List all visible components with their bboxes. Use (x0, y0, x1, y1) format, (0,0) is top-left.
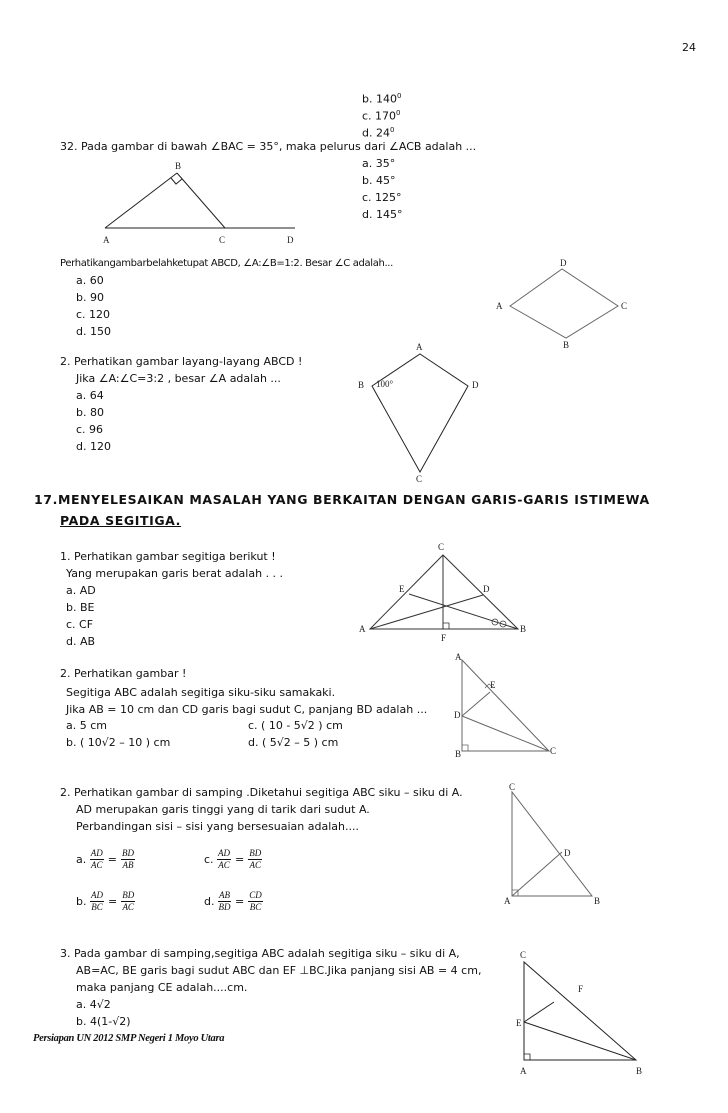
fraction: $\frac{CD}{BC}$ (249, 890, 262, 912)
q32-label-a: A (103, 235, 110, 245)
s3-line3: Perbandingan sisi – sisi yang bersesuaian adalah.... (76, 820, 359, 833)
kite-stem: 2. Perhatikan gambar layang-layang ABCD ! (60, 355, 303, 368)
fraction: $\frac{BD}{AC}$ (249, 848, 262, 870)
s1-choice-d: d. AB (66, 635, 96, 648)
rhombus-label-d: D (560, 258, 567, 268)
q32-choice-c: c. 125° (362, 191, 402, 204)
s3-label-a: A (504, 896, 511, 906)
kite-line2: Jika ∠A:∠C=3:2 , besar ∠A adalah ... (76, 372, 281, 385)
kite-figure (350, 340, 495, 485)
footer: Persiapan UN 2012 SMP Negeri 1 Moyo Utara (33, 1033, 225, 1044)
fraction: $\frac{BD}{AC}$ (122, 890, 135, 912)
s4-label-a: A (520, 1066, 527, 1076)
s3-choice-d: d. $\frac{AB}{BD}$ = $\frac{CD}{BC}$ (204, 890, 262, 912)
s4-choice-a: a. 4√2 (76, 998, 111, 1011)
fraction: $\frac{BD}{AB}$ (121, 848, 134, 870)
kite-choice-b: b. 80 (76, 406, 104, 419)
s1-label-e: E (399, 584, 405, 594)
s4-stem: 3. Pada gambar di samping,segitiga ABC adalah segitiga siku – siku di A, (60, 947, 460, 960)
s1-label-b: B (520, 624, 527, 634)
s3-label-c: C (509, 782, 516, 792)
s2-label-c: C (550, 746, 557, 756)
s3-line2: AD merupakan garis tinggi yang di tarik dari sudut A. (76, 803, 370, 816)
s4-choice-b: b. 4(1-√2) (76, 1015, 131, 1028)
kite-angle-label: 100° (376, 379, 394, 389)
rhombus-choice-c: c. 120 (76, 308, 111, 321)
s2-choice-b: b. ( 10√2 – 10 ) cm (66, 736, 171, 749)
s4-label-c: C (520, 950, 527, 960)
q32-label-c: C (219, 235, 226, 245)
kite-label-a: A (416, 342, 423, 352)
rhombus-label-c: C (621, 301, 628, 311)
s2-choice-d: d. ( 5√2 – 5 ) cm (248, 736, 339, 749)
s3-choice-a: a. $\frac{AD}{AC}$ = $\frac{BD}{AB}$ (76, 848, 134, 870)
rhombus-choice-b: b. 90 (76, 291, 104, 304)
s1-line2: Yang merupakan garis berat adalah . . . (66, 567, 284, 580)
s2-label-b: B (455, 749, 462, 759)
rhombus-label-a: A (496, 301, 503, 311)
fraction: $\frac{AD}{AC}$ (90, 848, 103, 870)
s2-choice-c: c. ( 10 - 5√2 ) cm (248, 719, 343, 732)
section-17-heading-2: PADA SEGITIGA. (60, 513, 182, 528)
fraction: $\frac{AD}{BC}$ (90, 890, 103, 912)
s4-triangle-figure (510, 942, 655, 1082)
s2-stem: 2. Perhatikan gambar ! (60, 667, 187, 680)
fraction: $\frac{AB}{BD}$ (218, 890, 231, 912)
s2-line2: Segitiga ABC adalah segitiga siku-siku samakaki. (66, 686, 336, 699)
s2-triangle-figure (450, 650, 560, 760)
s3-label-d: D (564, 848, 571, 858)
q32-choice-d: d. 145° (362, 208, 403, 221)
kite-choice-a: a. 64 (76, 389, 104, 402)
q32-choice-b: b. 45° (362, 174, 396, 187)
q31-choice-d: d. $24^0$ (362, 126, 395, 140)
page-number: 24 (682, 41, 696, 54)
s1-choice-c: c. CF (66, 618, 94, 631)
s4-label-e: E (516, 1018, 522, 1028)
rhombus-label-b: B (563, 340, 570, 350)
s1-label-f: F (441, 633, 447, 643)
kite-label-c: C (416, 474, 423, 484)
q31-choice-b: b. $140^0$ (362, 92, 402, 106)
kite-choice-c: c. 96 (76, 423, 104, 436)
s4-label-f: F (578, 984, 584, 994)
s3-stem: 2. Perhatikan gambar di samping .Diketahui segitiga ABC siku – siku di A. (60, 786, 463, 799)
fraction: $\frac{AD}{AC}$ (218, 848, 231, 870)
section-17-heading: 17.MENYELESAIKAN MASALAH YANG BERKAITAN DENGAN GARIS-GARIS ISTIMEWA (34, 492, 650, 507)
s2-choice-a: a. 5 cm (66, 719, 107, 732)
s1-choice-b: b. BE (66, 601, 95, 614)
q32-stem: 32. Pada gambar di bawah ∠BAC = 35°, maka pelurus dari ∠ACB adalah ... (60, 140, 477, 153)
kite-label-b: B (358, 380, 365, 390)
s2-label-d: D (454, 710, 461, 720)
s1-label-a: A (359, 624, 366, 634)
q32-label-b: B (175, 161, 182, 171)
s3-triangle-figure (500, 780, 610, 910)
q32-label-d: D (287, 235, 294, 245)
rhombus-figure (490, 256, 640, 351)
s1-stem: 1. Perhatikan gambar segitiga berikut ! (60, 550, 276, 563)
s1-label-d: D (483, 584, 490, 594)
s3-choice-c: c. $\frac{AD}{AC}$ = $\frac{BD}{AC}$ (204, 848, 262, 870)
s4-line2: AB=AC, BE garis bagi sudut ABC dan EF ⊥BC.Jika panjang sisi AB = 4 cm, (76, 964, 482, 977)
s3-label-b: B (594, 896, 601, 906)
q31-choice-c: c. $170^0$ (362, 109, 401, 123)
s2-label-e: E (490, 680, 496, 690)
s3-choice-b: b. $\frac{AD}{BC}$ = $\frac{BD}{AC}$ (76, 890, 135, 912)
rhombus-stem: Perhatikangambarbelahketupat ABCD, ∠A:∠B=1:2. Besar ∠C adalah... (60, 258, 393, 269)
q32-triangle-figure (95, 155, 310, 250)
rhombus-choice-d: d. 150 (76, 325, 111, 338)
s2-line3: Jika AB = 10 cm dan CD garis bagi sudut C, panjang BD adalah ... (66, 703, 428, 716)
s1-choice-a: a. AD (66, 584, 96, 597)
s2-label-a: A (455, 652, 462, 662)
rhombus-choice-a: a. 60 (76, 274, 104, 287)
s4-label-b: B (636, 1066, 643, 1076)
kite-choice-d: d. 120 (76, 440, 111, 453)
s1-label-c: C (438, 542, 445, 552)
s4-line3: maka panjang CE adalah....cm. (76, 981, 248, 994)
s1-triangle-figure (355, 540, 535, 650)
kite-label-d: D (472, 380, 479, 390)
q32-choice-a: a. 35° (362, 157, 396, 170)
